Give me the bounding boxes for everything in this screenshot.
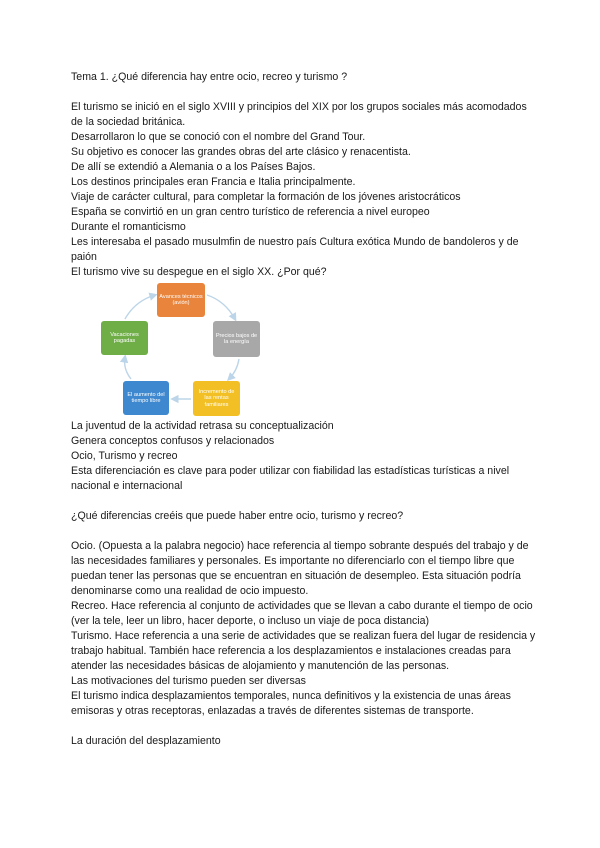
definition-recreo: Recreo. Hace referencia al conjunto de actividades que se llevan a cabo durante el tiempo de ocio (ver la tele, leer un libro, hacer deporte, o incluso un viaje de poca distancia) <box>71 600 533 627</box>
arrow-4 <box>125 357 131 379</box>
paragraph-confusion: Genera conceptos confusos y relacionados <box>71 435 275 447</box>
paragraph-romanticism: Durante el romanticismo <box>71 221 186 233</box>
paragraph-expansion: De allí se extendió a Alemania o a los Países Bajos. <box>71 161 316 173</box>
document-title: Tema 1. ¿Qué diferencia hay entre ocio, recreo y turismo ? <box>71 71 348 83</box>
arrow-1 <box>207 295 235 319</box>
arrow-2 <box>229 359 239 379</box>
node-paid-holidays: Vacaciones pagadas <box>101 321 148 355</box>
paragraph-destinations: Los destinos principales eran Francia e Italia principalmente. <box>71 176 356 188</box>
paragraph-motivations: Las motivaciones del turismo pueden ser diversas <box>71 675 306 687</box>
arrow-5 <box>125 295 155 319</box>
document-page <box>71 70 541 749</box>
definition-turismo: Turismo. Hace referencia a una serie de actividades que se realizan fuera del lugar de residencia y trabajo habitual. También hace referencia a los desplazamientos e instalaciones creadas para atender las necesidades básicas de alojamiento y manutención de las personas. <box>71 630 536 672</box>
paragraph-cultural-trip: Viaje de carácter cultural, para completar la formación de los jóvenes aristocráticos <box>71 191 461 203</box>
paragraph-spain: España se convirtió en un gran centro turístico de referencia a nivel europeo <box>71 206 430 218</box>
paragraph-duration: La duración del desplazamiento <box>71 735 221 747</box>
node-low-energy-prices: Precios bajos de la energía <box>213 321 260 357</box>
paragraph-objective: Su objetivo es conocer las grandes obras del arte clásico y renacentista. <box>71 146 411 158</box>
spacer <box>71 494 541 509</box>
node-family-income: Incremento de las rentas familiares <box>193 381 240 416</box>
question: ¿Qué diferencias creéis que puede haber entre ocio, turismo y recreo? <box>71 510 404 522</box>
paragraph-statistics: Esta diferenciación es clave para poder utilizar con fiabilidad las estadísticas turísticas a nivel nacional e internacional <box>71 465 510 492</box>
paragraph-grand-tour: Desarrollaron lo que se conoció con el nombre del Grand Tour. <box>71 131 366 143</box>
paragraph-concepts: Ocio, Turismo y recreo <box>71 450 178 462</box>
paragraph-origin: El turismo se inició en el siglo XVIII y principios del XIX por los grupos sociales más acomodados de la sociedad británica. <box>71 101 527 128</box>
paragraph-boom: El turismo vive su despegue en el siglo XX. ¿Por qué? <box>71 266 327 278</box>
spacer <box>71 85 541 100</box>
paragraph-displacements: El turismo indica desplazamientos temporales, nunca definitivos y la existencia de unas áreas emisoras y otras receptoras, enlazadas a través de diferentes sistemas de transporte. <box>71 690 511 717</box>
paragraph-youth: La juventud de la actividad retrasa su conceptualización <box>71 420 334 432</box>
spacer <box>71 719 541 734</box>
cycle-diagram <box>97 283 297 417</box>
paragraph-interest: Les interesaba el pasado musulmfin de nuestro país Cultura exótica Mundo de bandoleros y de paión <box>71 236 519 263</box>
spacer <box>71 524 541 539</box>
definition-ocio: Ocio. (Opuesta a la palabra negocio) hace referencia al tiempo sobrante después del trabajo y de las necesidades familiares y personales. Es importante no diferenciarlo con el tiempo libre que puedan tener las personas que se encuentran en situación de desempleo. Esta situación podría denominarse como una realidad de ocio impuesto. <box>71 540 529 597</box>
node-free-time: El aumento del tiempo libre <box>123 381 169 415</box>
node-technical-advances: Avances técnicos (avión) <box>157 283 205 317</box>
